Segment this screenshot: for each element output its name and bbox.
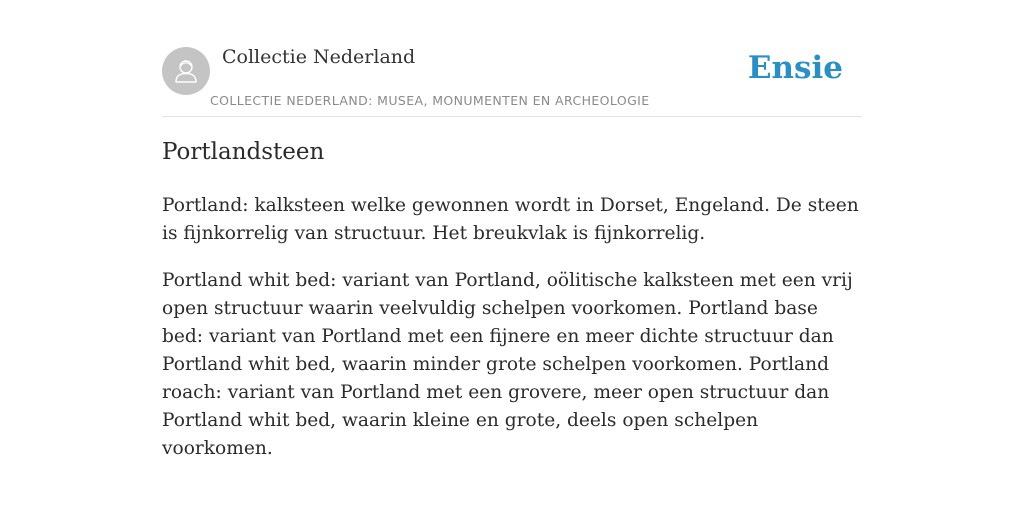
page-title: Portlandsteen [162,139,325,165]
avatar[interactable] [162,47,210,95]
user-icon [171,56,201,86]
definition-card [162,0,862,459]
brand-logo[interactable]: Ensie [747,50,843,86]
source-subtitle[interactable]: COLLECTIE NEDERLAND: MUSEA, MONUMENTEN EN ARCHEOLOGIE [210,93,650,108]
paragraph: Portland: kalksteen welke gewonnen wordt in Dorset, Engeland. De steen is fijnkorrelig van structuur. Het breukvlak is fijnkorrelig. [162,195,859,244]
definition-body [162,192,862,482]
paragraph: Portland whit bed: variant van Portland, oölitische kalksteen met een vrij open structuur waarin veelvuldig schelpen voorkomen. Portland base bed: variant van Portland met een fijnere en meer dichte structuur dan Portland whit bed, waarin minder grote schelpen voorkomen. Portland roach: variant van Portland met een grovere, meer open structuur dan Portland whit bed, waarin kleine en grote, deels open schelpen voorkomen. [162,270,853,459]
author-name[interactable]: Collectie Nederland [222,46,416,68]
card-header [162,0,862,117]
